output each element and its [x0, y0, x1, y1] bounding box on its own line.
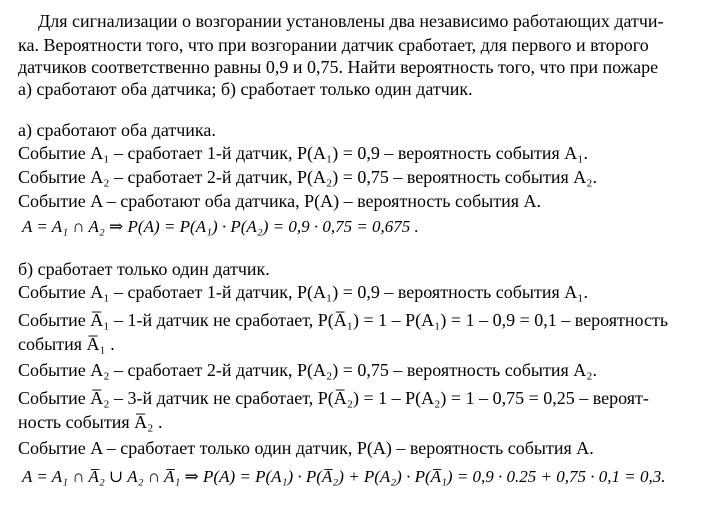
part-b-line-2: Событие A̅₁ – 1-й датчик не сработает, P(A̅₁) = 1 – P(A₁) = 1 – 0,9 = 0,1 – вероятность: [18, 310, 669, 330]
part-a-line-2: Событие A₂ – сработает 2-й датчик, P(A₂) = 0,75 – вероятность события A₂.: [18, 167, 598, 187]
problem-line-2: ка. Вероятности того, что при возгорании датчик сработает, для первого и второго: [18, 35, 649, 55]
part-b-line-1: Событие A₁ – сработает 1-й датчик, P(A₁) = 0,9 – вероятность события A₁.: [18, 282, 589, 302]
problem-line-3: датчиков соответственно равны 0,9 и 0,75. Найти вероятность того, что при пожаре: [18, 57, 659, 77]
part-b-line-4: Событие A₂ – сработает 2-й датчик, P(A₂) = 0,75 – вероятность события A₂.: [18, 360, 598, 380]
problem-line-4: а) сработают оба датчика; б) сработает только один датчик.: [18, 79, 473, 99]
part-a-line-1: Событие A₁ – сработает 1-й датчик, P(A₁) = 0,9 – вероятность события A₁.: [18, 143, 589, 163]
problem-line-1: Для сигнализации о возгорании установлены два независимо работающих датчи-: [38, 11, 664, 31]
part-a-heading: а) сработают оба датчика.: [18, 120, 216, 140]
part-b-line-5: Событие A̅₂ – 3-й датчик не сработает, P(A̅₂) = 1 – P(A₂) = 1 – 0,75 = 0,25 – вероят-: [18, 388, 649, 408]
part-b-heading: б) сработает только один датчик.: [18, 259, 270, 279]
part-a-formula: A = A₁ ∩ A₂ ⇒ P(A) = P(A₁) · P(A₂) = 0,9 · 0,75 = 0,675 .: [22, 217, 419, 236]
part-b-line-6: ность события A̅₂ .: [18, 412, 163, 432]
part-b-line-7: Событие A – сработает только один датчик, P(A) – вероятность события A.: [18, 438, 594, 458]
part-b-line-3: события A̅₁ .: [18, 334, 115, 354]
part-b-formula: A = A₁ ∩ A̅₂ ∪ A₂ ∩ A̅₁ ⇒ P(A) = P(A₁) · P(A̅₂) + P(A₂) · P(A̅₁) = 0,9 · 0.25 + 0,75 · 0,1 = 0,3.: [22, 467, 666, 486]
part-a-line-3: Событие A – сработают оба датчика, P(A) – вероятность события A.: [18, 191, 541, 211]
